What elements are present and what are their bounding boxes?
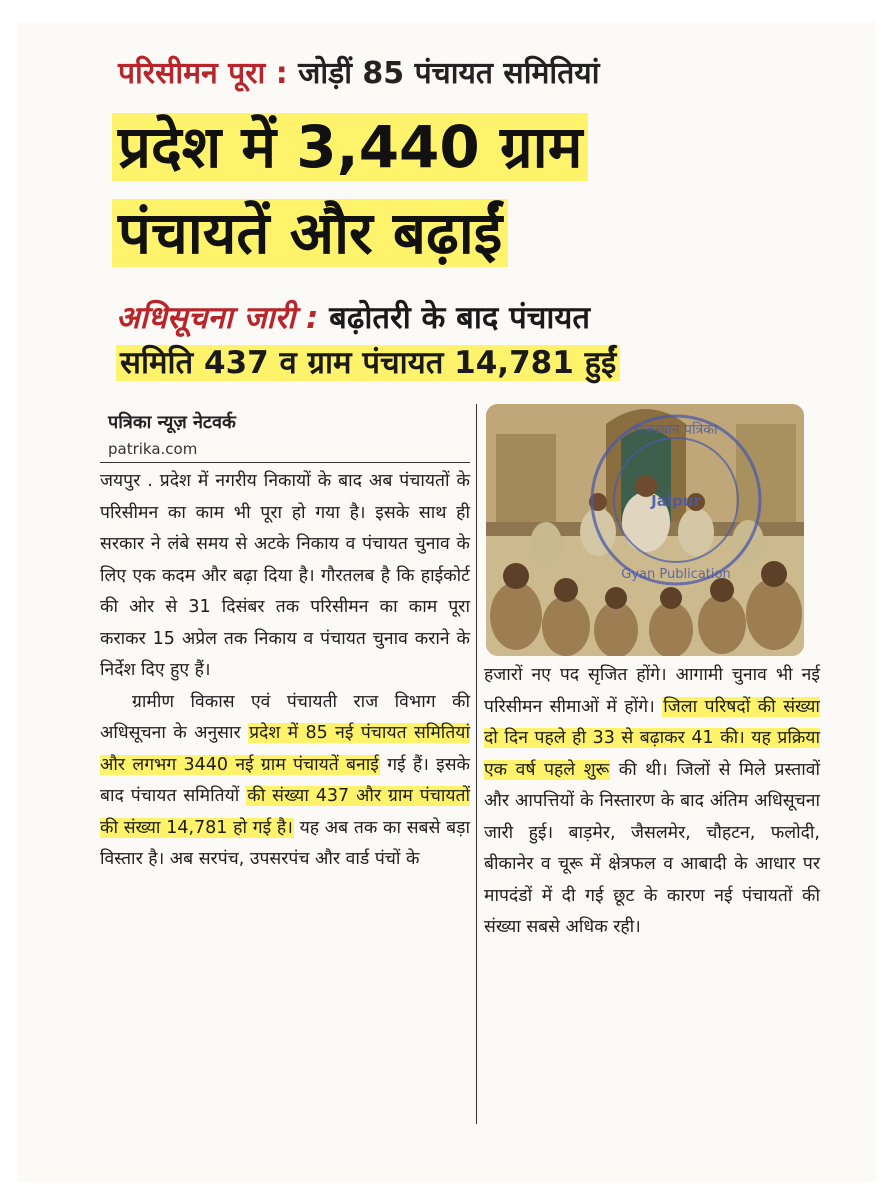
- headline-text-2: पंचायतें और बढ़ाईं: [112, 199, 508, 267]
- kicker: [118, 54, 599, 94]
- subhead-label: अधिसूचना जारी :: [116, 300, 319, 336]
- c2-text-a: हजारों नए पद सृजित होंगे। आगामी चुनाव भी नई परिसीमन सीमाओं में होंगे।: [484, 665, 820, 717]
- byline-network: पत्रिका न्यूज़ नेटवर्क: [108, 412, 236, 433]
- p2-text-b: गई हैं। इसके बाद पंचायत समितियों: [100, 754, 470, 806]
- article-column-1: [100, 466, 470, 876]
- paragraph-1: जयपुर . प्रदेश में नगरीय निकायों के बाद अब पंचायतों के परिसीमन का काम भी पूरा हो गया है। इसके साथ ही सरकार ने लंबे समय से अटके निकाय व पंचायत चुनाव के लिए एक कदम और बढ़ा दिया है। गौरतलब है कि हाईकोर्ट की ओर से 31 दिसंबर तक परिसीमन का काम पूरा कराकर 15 अप्रेल तक निकाय व पंचायत चुनाव कराने के निर्देश दिए हुए हैं।: [100, 471, 470, 680]
- byline-website: patrika.com: [108, 440, 198, 458]
- article-column-2: [484, 660, 820, 944]
- p2-highlight-1: प्रदेश में 85 नई पंचायत समितियां और लगभग 3440 नई ग्राम पंचायतें बनाई: [100, 723, 470, 775]
- byline-divider: [100, 462, 470, 463]
- subhead-line-2: [116, 341, 620, 385]
- village-meeting-illustration: [486, 404, 804, 656]
- kicker-label: परिसीमन पूरा :: [118, 56, 288, 91]
- paragraph-2: [100, 687, 470, 876]
- stamp-city: Jaipur: [651, 492, 701, 510]
- column-2-paragraph: [484, 660, 820, 944]
- p2-highlight-2: की संख्या 437 और ग्राम पंचायतों की संख्या 14,781 हो गई है।: [100, 786, 471, 838]
- subhead-text-1: बढ़ोतरी के बाद पंचायत: [329, 300, 591, 336]
- headline-line-1: [112, 112, 762, 182]
- subhead-text-2: समिति 437 व ग्राम पंचायत 14,781 हुईं: [116, 345, 620, 381]
- stamp-outer: Gyan Publication: [621, 567, 731, 582]
- news-photo: [486, 404, 804, 656]
- c2-highlight: जिला परिषदों की संख्या दो दिन पहले ही 33 से बढ़ाकर 41 की। यह प्रक्रिया एक वर्ष पहले शुरू: [484, 696, 820, 780]
- subhead-line-1: [116, 296, 590, 340]
- headline-line-2: [112, 198, 762, 268]
- kicker-text: जोड़ीं 85 पंचायत समितियां: [298, 56, 600, 91]
- column-divider: [476, 404, 477, 1124]
- p2-text-a: ग्रामीण विकास एवं पंचायती राज विभाग की अधिसूचना के अनुसार: [100, 691, 470, 743]
- headline-text-1: प्रदेश में 3,440 ग्राम: [112, 113, 588, 181]
- stamp-title: राजस्थान पत्रिका: [634, 422, 718, 438]
- p2-text-c: यह अब तक का सबसे बड़ा विस्तार है। अब सरपंच, उपसरपंच और वार्ड पंचों के: [100, 817, 471, 869]
- c2-text-b: की थी। जिलों से मिले प्रस्तावों और आपत्तियों के निस्तारण के बाद अंतिम अधिसूचना जारी हुई। बाड़मेर, जैसलमेर, चौहटन, फलोदी, बीकानेर व चूरू में क्षेत्रफल व आबादी के आधार पर मापदंडों में दी गई छूट के कारण नई पंचायतों की संख्या सबसे अधिक रही।: [484, 759, 820, 937]
